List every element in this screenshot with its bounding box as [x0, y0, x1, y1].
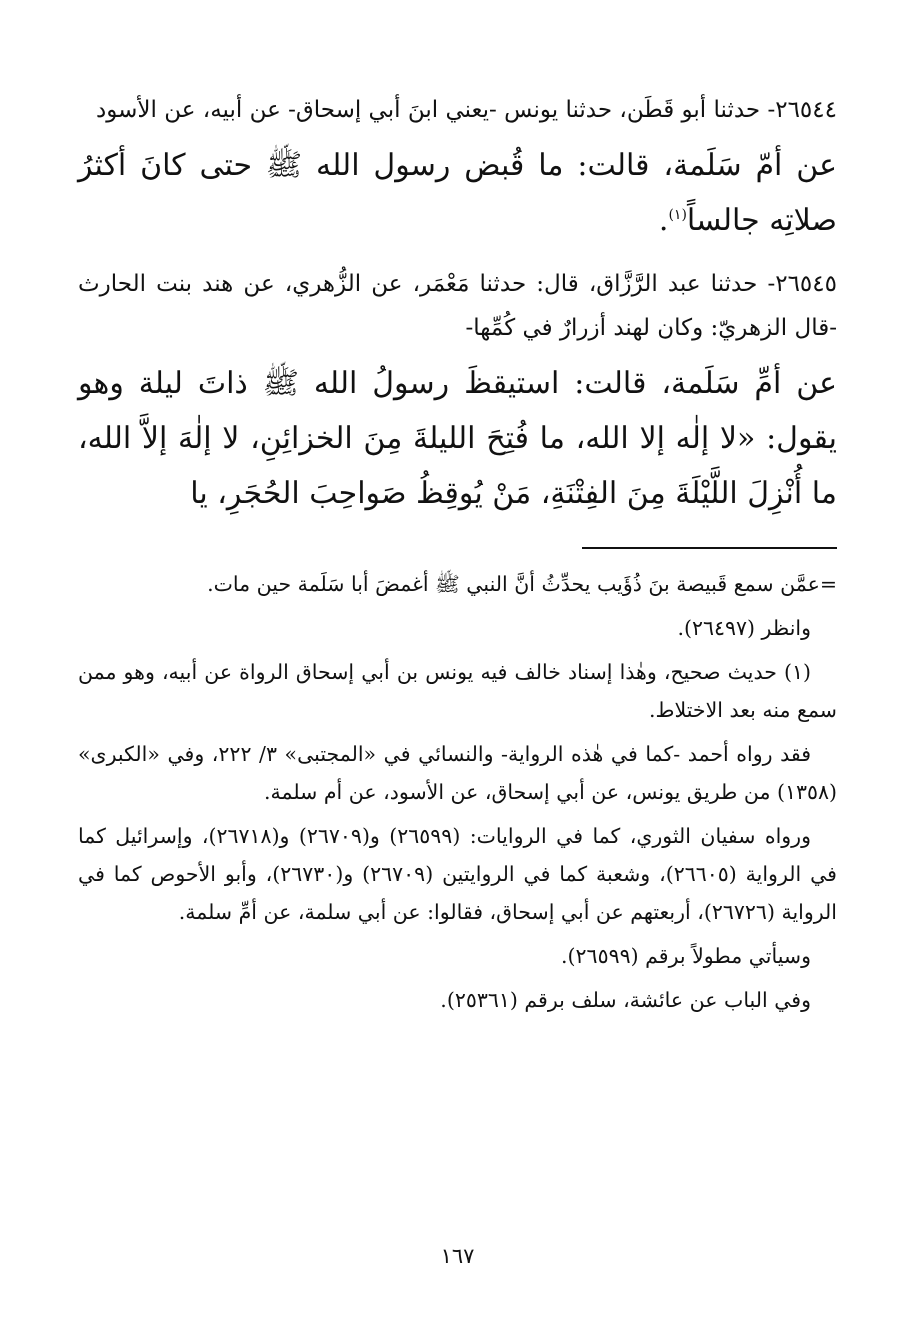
- hadith-isnad: ٢٦٥٤٥- حدثنا عبد الرَّزَّاق، قال: حدثنا مَعْمَر، عن الزُّهري، عن هند بنت الحارث -قال الزهريّ: وكان لهند أزرارٌ في كُمِّها-: [78, 271, 837, 341]
- hadith-26544: [78, 88, 837, 248]
- footnote-paragraph: وسيأتي مطولاً برقم (٢٦٥٩٩).: [561, 944, 811, 968]
- hadith-matn: عن أمِّ سَلَمة، قالت: استيقظَ رسولُ الله ﷺ ذاتَ ليلة وهو يقول: «لا إلٰه إلا الله، ما فُتِحَ الليلةَ مِنَ الخزائِنِ، لا إلٰهَ إلاَّ الله، ما أُنْزِلَ اللَّيْلَةَ مِنَ الفِتْنَةِ، مَنْ يُوقِظُ صَواحِبَ الحُجَرِ، يا: [78, 366, 837, 511]
- footnote-divider: [582, 547, 837, 549]
- hadith-matn: [78, 138, 837, 248]
- document-page: [78, 88, 837, 1268]
- hadith-26545: [78, 262, 837, 521]
- footnote-paragraph: وانظر (٢٦٤٩٧).: [677, 616, 811, 640]
- footnote-paragraph: فقد رواه أحمد -كما في هٰذه الرواية- والنسائي في «المجتبى» ٣/ ٢٢٢، وفي «الكبرى» (١٣٥٨) من طريق يونس، عن أبي إسحاق، عن الأسود، عن أم سلمة.: [78, 742, 837, 804]
- footnote-paragraph: ورواه سفيان الثوري، كما في الروايات: (٢٦٥٩٩) و(٢٦٧٠٩) و(٢٦٧١٨)، وإسرائيل كما في الرواية (٢٦٦٠٥)، وشعبة كما في الروايتين (٢٦٧٠٩) و(٢٦٧٣٠)، وأبو الأحوص كما في الرواية (٢٦٧٢٦)، أربعتهم عن أبي إسحاق، فقالوا: عن أبي سلمة، عن أمِّ سلمة.: [78, 824, 837, 924]
- hadith-matn-text: عن أمّ سَلَمة، قالت: ما قُبض رسول الله ﷺ حتى كانَ أكثرُ صلاتِه جالساً: [78, 148, 837, 238]
- footnote-paragraph: (١) حديث صحيح، وهٰذا إسناد خالف فيه يونس بن أبي إسحاق الرواة عن أبيه، وهو ممن سمع منه بعد الاختلاط.: [78, 660, 837, 722]
- page-number: ١٦٧: [440, 1244, 475, 1268]
- footnotes: [78, 565, 837, 1019]
- footnote-paragraph: =عمَّن سمع قَبيصة بنَ ذُؤَيب يحدِّثُ أنَّ النبي ﷺ أغمضَ أبا سَلَمة حين مات.: [207, 572, 837, 596]
- footnote-marker[interactable]: (١): [668, 207, 687, 223]
- footnote-paragraph: وفي الباب عن عائشة، سلف برقم (٢٥٣٦١).: [440, 988, 811, 1012]
- hadith-isnad: ٢٦٥٤٤- حدثنا أبو قَطَن، حدثنا يونس -يعني ابنَ أبي إسحاق- عن أبيه، عن الأسود: [96, 97, 837, 123]
- hadith-matn-end: .: [658, 203, 669, 238]
